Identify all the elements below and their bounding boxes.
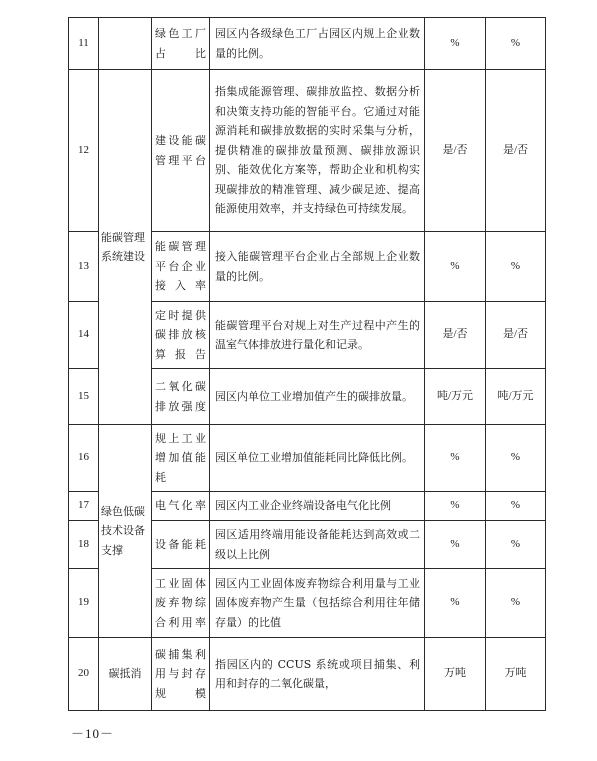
indicator-description: 指园区内的 CCUS 系统或项目捕集、利用和封存的二氧化碳量， — [210, 638, 425, 711]
indicator-unit: % — [425, 521, 486, 569]
indicator-unit: % — [425, 232, 486, 302]
indicator-name: 设备能耗 — [152, 521, 210, 569]
indicator-description: 能碳管理平台对规上对生产过程中产生的温室气体排放进行量化和记录。 — [210, 302, 425, 369]
indicator-unit: % — [425, 492, 486, 521]
indicator-description: 园区内工业固体废弃物综合利用量与工业固体废弃物产生量（包括综合利用往年储存量）的比值 — [210, 569, 425, 638]
row-number: 17 — [69, 492, 99, 521]
category-cell: 能碳管理系统建设 — [99, 70, 152, 425]
row-number: 19 — [69, 569, 99, 638]
row-number: 13 — [69, 232, 99, 302]
indicator-description: 园区单位工业增加值能耗同比降低比例。 — [210, 425, 425, 492]
indicator-name: 二氧化碳排放强度 — [152, 369, 210, 425]
indicator-unit: 是/否 — [486, 302, 546, 369]
indicator-unit: 万吨 — [486, 638, 546, 711]
indicator-unit: % — [486, 425, 546, 492]
row-number: 18 — [69, 521, 99, 569]
indicator-unit: 吨/万元 — [425, 369, 486, 425]
indicator-table — [68, 17, 546, 711]
indicator-name: 工业固体废弃物综合利用率 — [152, 569, 210, 638]
indicator-name: 电气化率 — [152, 492, 210, 521]
table-row — [69, 70, 546, 232]
indicator-name: 建设能碳管理平台 — [152, 70, 210, 232]
indicator-description: 园区内工业企业终端设备电气化比例 — [210, 492, 425, 521]
indicator-description: 指集成能源管理、碳排放监控、数据分析和决策支持功能的智能平台。它通过对能源消耗和碳排放数据的实时采集与分析，提供精准的碳排放量预测、碳排放源识别、能效优化方案等，帮助企业和机构实现碳排放的精准管理、减少碳足迹、提高能源使用效率，并支持绿色可持续发展。 — [210, 70, 425, 232]
table-row — [69, 638, 546, 711]
indicator-unit: % — [486, 232, 546, 302]
row-number: 11 — [69, 18, 99, 70]
row-number: 12 — [69, 70, 99, 232]
row-number: 15 — [69, 369, 99, 425]
page-number: －10－ — [71, 726, 115, 741]
indicator-description: 园区内单位工业增加值产生的碳排放量。 — [210, 369, 425, 425]
category-cell: 绿色低碳技术设备支撑 — [99, 425, 152, 638]
indicator-unit: % — [486, 492, 546, 521]
indicator-unit: % — [425, 569, 486, 638]
indicator-unit: % — [425, 18, 486, 70]
indicator-unit: 万吨 — [425, 638, 486, 711]
indicator-name: 定时提供碳排放核算报告 — [152, 302, 210, 369]
indicator-description: 接入能碳管理平台企业占全部规上企业数量的比例。 — [210, 232, 425, 302]
row-number: 16 — [69, 425, 99, 492]
indicator-unit: % — [486, 569, 546, 638]
indicator-unit: % — [486, 521, 546, 569]
row-number: 14 — [69, 302, 99, 369]
indicator-unit: % — [425, 425, 486, 492]
indicator-unit: 是/否 — [425, 302, 486, 369]
table-row — [69, 18, 546, 70]
indicator-unit: 吨/万元 — [486, 369, 546, 425]
indicator-description: 园区内各级绿色工厂占园区内规上企业数量的比例。 — [210, 18, 425, 70]
indicator-name: 规上工业增加值能耗 — [152, 425, 210, 492]
indicator-name: 绿色工厂占比 — [152, 18, 210, 70]
indicator-unit: 是/否 — [425, 70, 486, 232]
row-number: 20 — [69, 638, 99, 711]
table-row — [69, 425, 546, 492]
indicator-description: 园区适用终端用能设备能耗达到高效或二级以上比例 — [210, 521, 425, 569]
category-cell-empty — [99, 18, 152, 70]
indicator-unit: % — [486, 18, 546, 70]
indicator-name: 碳捕集利用与封存规模 — [152, 638, 210, 711]
indicator-unit: 是/否 — [486, 70, 546, 232]
indicator-name: 能碳管理平台企业接入率 — [152, 232, 210, 302]
category-cell: 碳抵消 — [99, 638, 152, 711]
